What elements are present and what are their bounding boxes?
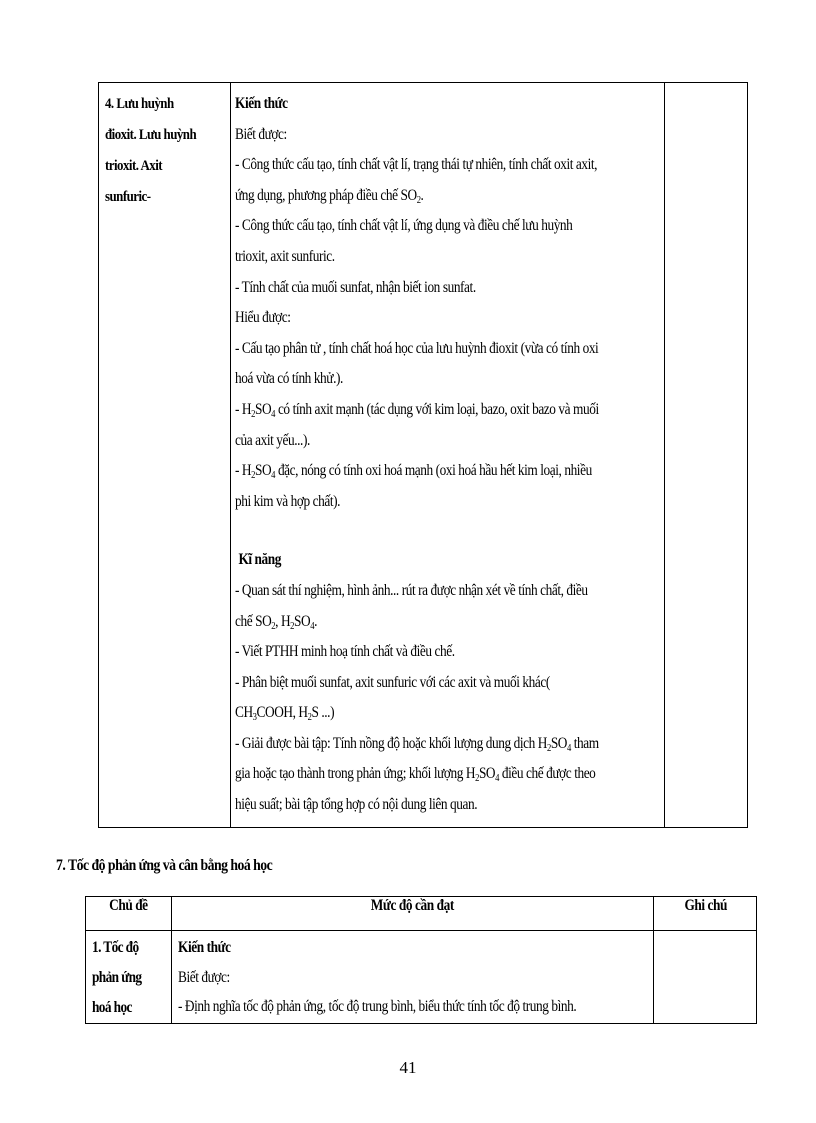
text-line: - Viết PTHH minh hoạ tính chất và điều chế.: [235, 643, 455, 661]
text-line: - Giải được bài tập: Tính nồng độ hoặc khối lượng dung dịch $H_2SO_4$ tham: [235, 734, 599, 754]
spacer: [235, 517, 658, 545]
text-line: - Định nghĩa tốc độ phản ứng, tốc độ trung bình, biểu thức tính tốc độ trung bình.: [177, 998, 576, 1015]
topic-line: trioxit. Axit: [105, 158, 163, 174]
text-line: trioxit, axit sunfuric.: [235, 247, 335, 265]
text-line: hiệu suất; bài tập tổng hợp có nội dung liên quan.: [235, 796, 478, 814]
notes-cell: [664, 83, 747, 828]
know-label: Biết được:: [235, 125, 287, 143]
text-line: - Tính chất của muối sunfat, nhận biết ion sunfat.: [235, 278, 476, 296]
text-line: - $H_2SO_4$ có tính axit mạnh (tác dụng với kim loại, bazo, oxit bazo và muối: [235, 400, 599, 420]
topic-line: hoá học: [92, 999, 132, 1016]
page-number: 41: [399, 1058, 417, 1077]
understand-label: Hiểu được:: [235, 309, 291, 327]
topic-line: đioxit. Lưu huỳnh: [105, 127, 197, 143]
text-line: - Phân biệt muối sunfat, axit sunfuric với các axit và muối khác(: [235, 673, 550, 691]
header-notes: Ghi chú: [654, 897, 757, 931]
header-requirements: Mức độ cần đạt: [171, 897, 654, 931]
header-row: [86, 897, 757, 931]
topic-line: phản ứng: [92, 969, 142, 986]
text-line: - Quan sát thí nghiệm, hình ảnh... rút ra được nhận xét về tính chất, điều: [235, 581, 588, 599]
skills-heading: Kĩ năng: [238, 551, 282, 569]
know-label: Biết được:: [177, 968, 230, 986]
knowledge-heading: Kiến thức: [235, 95, 288, 112]
content-table-1: [98, 82, 748, 828]
topic-line: 4. Lưu huỳnh: [105, 96, 174, 112]
content-table-2: [85, 896, 757, 1024]
text-line: ứng dụng, phương pháp điều chế $SO_2$.: [235, 186, 424, 206]
table-row: [86, 931, 757, 1024]
text-line: - Công thức cấu tạo, tính chất vật lí, trạng thái tự nhiên, tính chất oxit axit,: [235, 156, 598, 174]
text-line: của axit yếu...).: [235, 431, 310, 449]
topic-line: 1. Tốc độ: [92, 939, 139, 956]
text-line: - Công thức cấu tạo, tính chất vật lí, ứng dụng và điều chế lưu huỳnh: [235, 217, 573, 235]
text-line: chế $SO_2$, $H_2SO_4$.: [235, 612, 318, 632]
text-line: - Cấu tạo phân tử , tính chất hoá học của lưu huỳnh đioxit (vừa có tính oxi: [235, 339, 599, 357]
knowledge-heading: Kiến thức: [177, 939, 231, 956]
notes-cell: [654, 931, 757, 1024]
table-row: [99, 83, 748, 828]
topic-cell: [99, 83, 231, 828]
topic-line: sunfuric-: [105, 189, 151, 205]
text-line: hoá vừa có tính khử.).: [235, 370, 343, 388]
text-line: $CH_3COOH$, $H_2S$ ...): [235, 704, 335, 724]
section-title: 7. Tốc độ phản ứng và cân bằng hoá học: [56, 857, 273, 874]
text-line: phi kim và hợp chất).: [235, 492, 341, 510]
requirements-cell: [171, 931, 654, 1024]
topic-cell: [86, 931, 172, 1024]
text-line: - $H_2SO_4$ đặc, nóng có tính oxi hoá mạnh (oxi hoá hầu hết kim loại, nhiều: [235, 462, 592, 482]
header-topic: Chủ đề: [86, 897, 172, 931]
text-line: gia hoặc tạo thành trong phản ứng; khối lượng $H_2SO_4$ điều chế được theo: [235, 765, 596, 785]
requirements-cell: [231, 83, 665, 828]
